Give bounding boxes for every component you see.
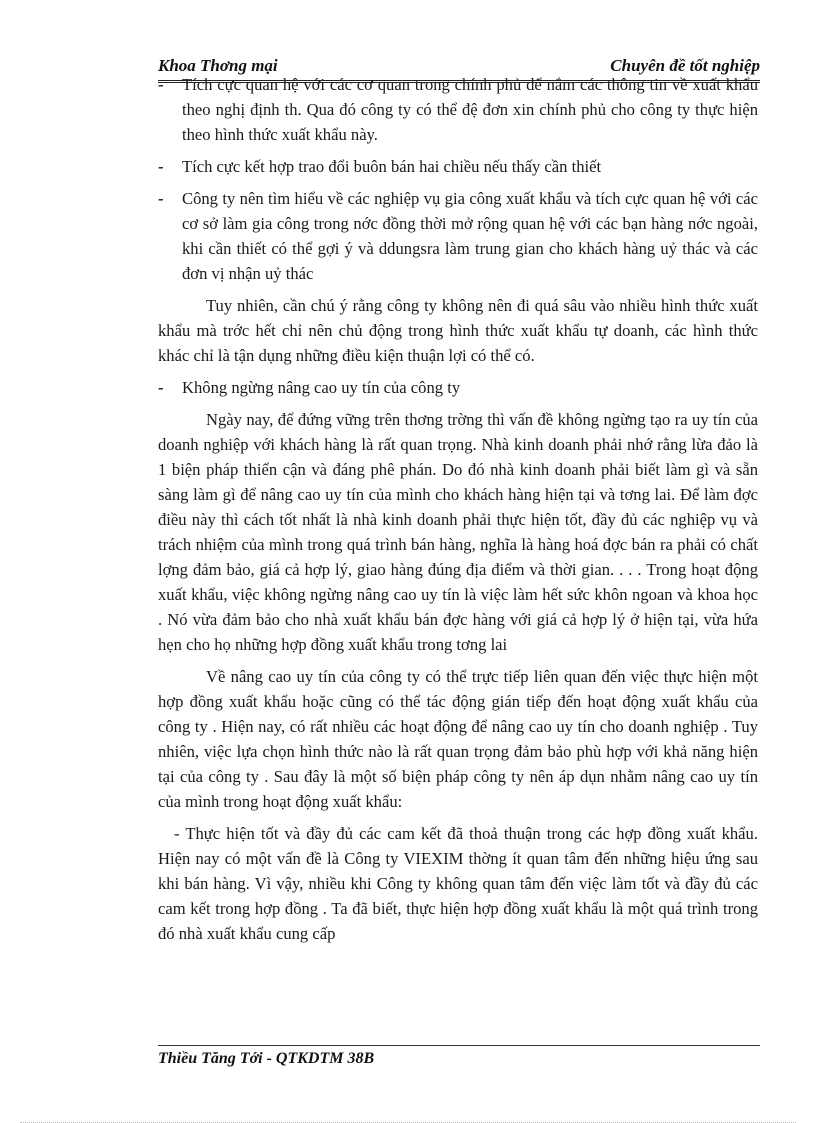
bullet-mark: - <box>158 75 164 94</box>
bullet-item <box>158 186 758 286</box>
header-title: Chuyên đề tốt nghiệp <box>610 56 760 75</box>
bullet-text: Không ngừng nâng cao uy tín của công ty <box>182 378 461 397</box>
header-divider <box>158 80 760 83</box>
bullet-item <box>158 72 758 147</box>
footer-divider <box>158 1045 760 1046</box>
bullet-text: Công ty nên tìm hiểu về các nghiệp vụ gia công xuất khẩu và tích cực quan hệ với các cơ sở làm gia công trong nớc đồng thời mở rộng quan hệ với các bạn hàng nớc ngoài, khi cần thiết có thể gợi ý và ddungsra làm trung gian cho khách hàng uỷ thác và các đơn vị nhận uỷ thác <box>182 189 758 283</box>
bullet-text: Tích cực quan hệ với các cơ quan trong chính phủ để nắm các thông tin về xuất khẩu theo nghị định th. Qua đó công ty có thể đệ đơn xin chính phủ cho công ty thực hiện theo hình thức xuất khẩu này. <box>182 75 758 144</box>
header-department: Khoa Thơng mại <box>158 56 278 75</box>
bullet-item <box>158 154 758 179</box>
document-body <box>158 72 758 953</box>
bullet-text: Tích cực kết hợp trao đổi buôn bán hai chiều nếu thấy cần thiết <box>182 157 602 176</box>
bullet-mark: - <box>158 189 164 208</box>
paragraph: - Thực hiện tốt và đầy đủ các cam kết đã thoả thuận trong các hợp đồng xuất khẩu. Hiện nay có một vấn đề là Công ty VIEXIM thờng ít quan tâm đến những hiệu ứng sau khi bán hàng. Vì vậy, nhiều khi Công ty không quan tâm đến việc làm tốt và đầy đủ các cam kết trong hợp đồng . Ta đã biết, thực hiện hợp đồng xuất khẩu là một quá trình trong đó nhà xuất khẩu cung cấp <box>158 824 758 943</box>
paragraph: Tuy nhiên, cần chú ý rằng công ty không nên đi quá sâu vào nhiều hình thức xuất khẩu mà trớc hết chỉ nên chủ động trong hình thức xuất khẩu tự doanh, các hình thức khác chỉ là tận dụng những điều kiện thuận lợi có thể có. <box>158 296 758 365</box>
paragraph: Ngày nay, để đứng vững trên thơng trờng thì vấn đề không ngừng tạo ra uy tín của doanh nghiệp với khách hàng là rất quan trọng. Nhà kinh doanh phải nhớ rằng lừa đảo là 1 biện pháp thiển cận và đáng phê phán. Do đó nhà kinh doanh phải biết làm gì và sẵn sàng làm gì để nâng cao uy tín của mình cho khách hàng hiện tại và tơng lai. Để làm đợc điều này thì cách tốt nhất là nhà kinh doanh phải thực hiện tốt, đầy đủ các nghiệp vụ và trách nhiệm của mình trong quá trình bán hàng, nghĩa là hàng hoá đợc bán ra phải có chất lợng đảm bảo, giá cả hợp lý, giao hàng đúng địa điểm và thời gian. . . . Trong hoạt động xuất khẩu, việc không ngừng nâng cao uy tín là việc làm hết sức khôn ngoan và khoa học . Nó vừa đảm bảo cho nhà xuất khẩu bán đợc hàng với giá cả hợp lý ở hiện tại, vừa hứa hẹn cho họ những hợp đồng xuất khẩu trong tơng lai <box>158 410 758 654</box>
bullet-item <box>158 375 758 400</box>
bullet-mark: - <box>158 157 164 176</box>
paragraph: Về nâng cao uy tín của công ty có thể trực tiếp liên quan đến việc thực hiện một hợp đồng xuất khẩu hoặc cũng có thể tác động gián tiếp đến hoạt động xuất khẩu của công ty . Hiện nay, có rất nhiều các hoạt động để nâng cao uy tín cho doanh nghiệp . Tuy nhiên, việc lựa chọn hình thức nào là rất quan trọng đảm bảo phù hợp với khả năng hiện tại của công ty . Sau đây là một số biện pháp công ty nên áp dụn nhằm nâng cao uy tín của mình trong hoạt động xuất khẩu: <box>158 667 758 811</box>
page-footer: Thiều Tăng Tới - QTKDTM 38B <box>158 1050 375 1067</box>
bullet-mark: - <box>158 378 164 397</box>
